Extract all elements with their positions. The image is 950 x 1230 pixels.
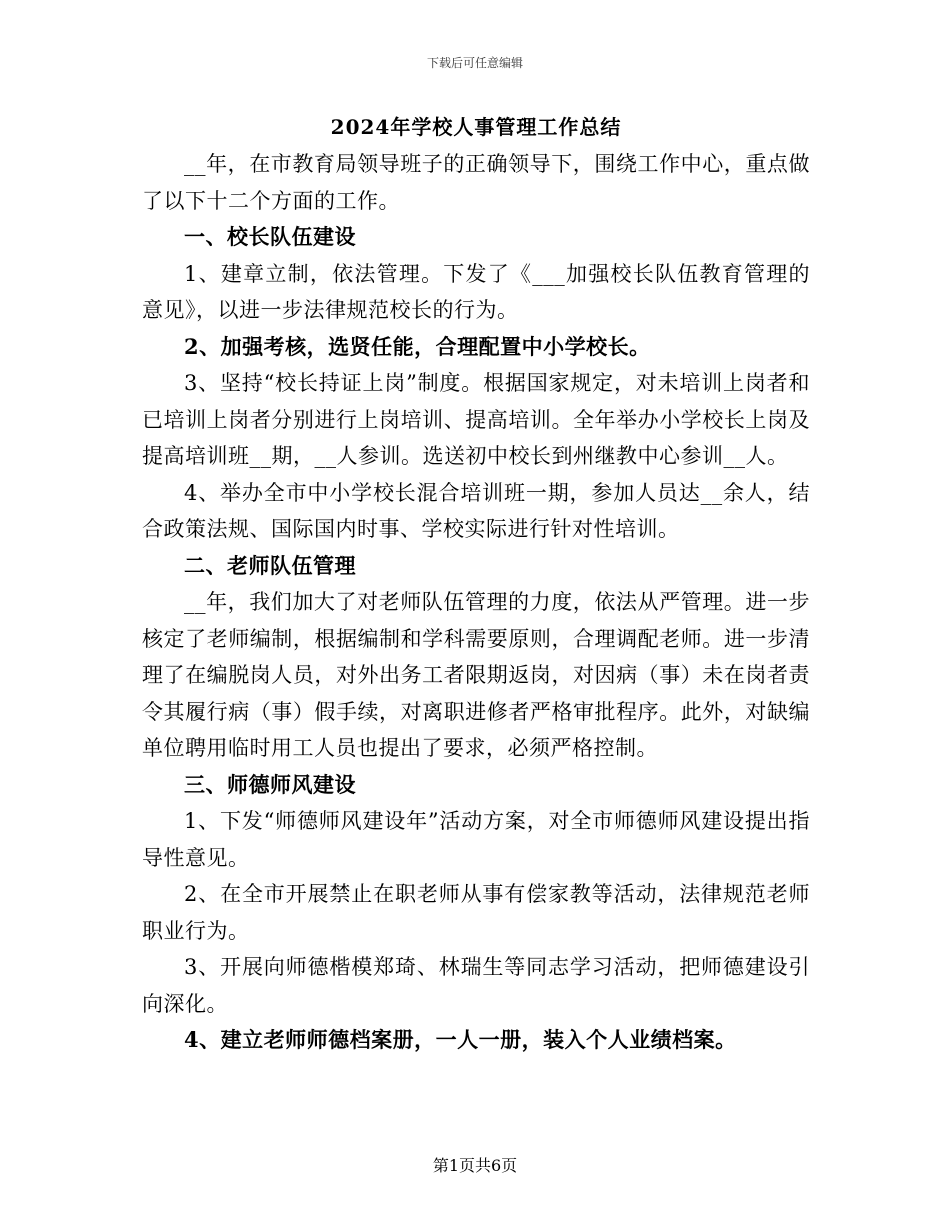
header-note: 下载后可任意编辑 bbox=[426, 56, 523, 70]
section-heading-teachers: 二、老师队伍管理 bbox=[184, 552, 356, 578]
section-heading-ethics: 三、师德师风建设 bbox=[184, 771, 356, 797]
paragraph: 1、下发“师德师风建设年”活动方案，对全市师德师风建设提出指导性意见。 bbox=[142, 809, 810, 870]
paragraph: 1、建章立制，依法管理。下发了《___加强校长队伍教育管理的意见》，以进一步法律规范校长的行为。 bbox=[142, 261, 810, 322]
paragraph: 3、开展向师德楷模郑琦、林瑞生等同志学习活动，把师德建设引向深化。 bbox=[142, 955, 810, 1016]
document-body bbox=[142, 110, 810, 1059]
section-heading-principals: 一、校长队伍建设 bbox=[184, 224, 356, 249]
paragraph-bold: 4、建立老师师德档案册，一人一册，装入个人业绩档案。 bbox=[184, 1027, 737, 1052]
paragraph: 2、在全市开展禁止在职老师从事有偿家教等活动，法律规范老师职业行为。 bbox=[142, 882, 810, 943]
document-title: 2024年学校人事管理工作总结 bbox=[330, 115, 622, 139]
paragraph: 4、举办全市中小学校长混合培训班一期，参加人员达__余人，结合政策法规、国际国内时事、学校实际进行针对性培训。 bbox=[142, 480, 810, 541]
paragraph-bold: 2、加强考核，选贤任能，合理配置中小学校长。 bbox=[184, 333, 651, 359]
paragraph: __年，我们加大了对老师队伍管理的力度，依法从严管理。进一步核定了老师编制，根据编制和学科需要原则，合理调配老师。进一步清理了在编脱岗人员，对外出务工者限期返岗，对因病（事）未在岗者责令其履行病（事）假手续，对离职进修者严格审批程序。此外，对缺编单位聘用临时用工人员也提出了要求，必须严格控制。 bbox=[142, 590, 810, 760]
paragraph: 3、坚持“校长持证上岗”制度。根据国家规定，对未培训上岗者和已培训上岗者分别进行上岗培训、提高培训。全年举办小学校长上岗及提高培训班__期，__人参训。选送初中校长到州继教中心参训__人。 bbox=[142, 371, 810, 468]
intro-paragraph: __年，在市教育局领导班子的正确领导下，围绕工作中心，重点做了以下十二个方面的工作。 bbox=[142, 152, 810, 213]
page-number: 第1页共6页 bbox=[432, 1156, 518, 1175]
